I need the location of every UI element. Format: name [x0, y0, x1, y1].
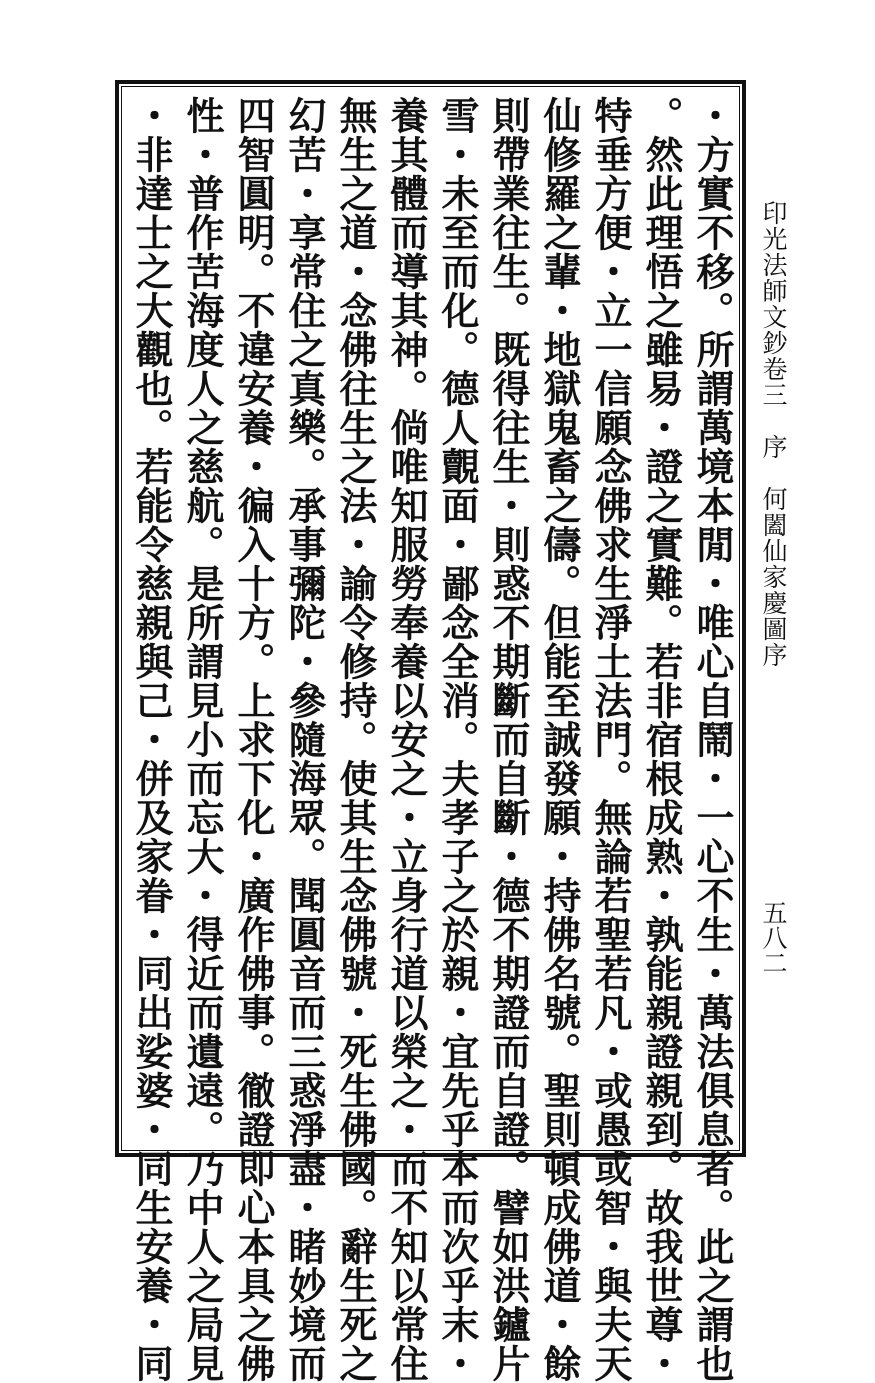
text-column-9: 幻苦・享常住之真樂。承事彌陀・參隨海眾。聞圓音而三惑淨盡・睹妙境而 [282, 96, 327, 1383]
text-column-12: ・非達士之大觀也。若能令慈親與己・併及家眷・同出娑婆・同生安養・同 [129, 96, 174, 1383]
page-number: 五八二 [759, 900, 788, 975]
text-column-6: 雪・未至而化。德人覿面・鄙念全消。夫孝子之於親・宜先乎本而次乎末・ [435, 96, 480, 1383]
text-column-8: 無生之道・念佛往生之法・諭令修持。使其生念佛號・死生佛國。辭生死之 [333, 96, 378, 1383]
text-column-4: 仙修羅之輩・地獄鬼畜之儔。但能至誠發願・持佛名號。聖則頓成佛道・餘 [537, 96, 582, 1383]
text-column-10: 四智圓明。不違安養・徧入十方。上求下化・廣作佛事。徹證即心本具之佛 [231, 96, 276, 1383]
text-column-11: 性・普作苦海度人之慈航。是所謂見小而忘大・得近而遺遠。乃中人之局見 [180, 96, 225, 1383]
main-text-block [121, 96, 740, 1383]
running-header: 印光法師文鈔卷三 序 何闔仙家慶圖序 [759, 200, 788, 668]
text-column-2: 。然此理悟之雖易・證之實難。若非宿根成熟・孰能親證親到。故我世尊・ [639, 96, 684, 1383]
text-column-5: 則帶業往生。既得往生・則惑不期斷而自斷・德不期證而自證。譬如洪鑪片 [486, 96, 531, 1383]
text-column-1: ・方實不移。所謂萬境本閒・唯心自鬧・一心不生・萬法俱息者。此之謂也 [690, 96, 735, 1383]
text-column-7: 養其體而導其神。倘唯知服勞奉養以安之・立身行道以榮之・而不知以常住 [384, 96, 429, 1383]
text-column-3: 特垂方便・立一信願念佛求生淨土法門。無論若聖若凡・或愚或智・與夫天 [588, 96, 633, 1383]
